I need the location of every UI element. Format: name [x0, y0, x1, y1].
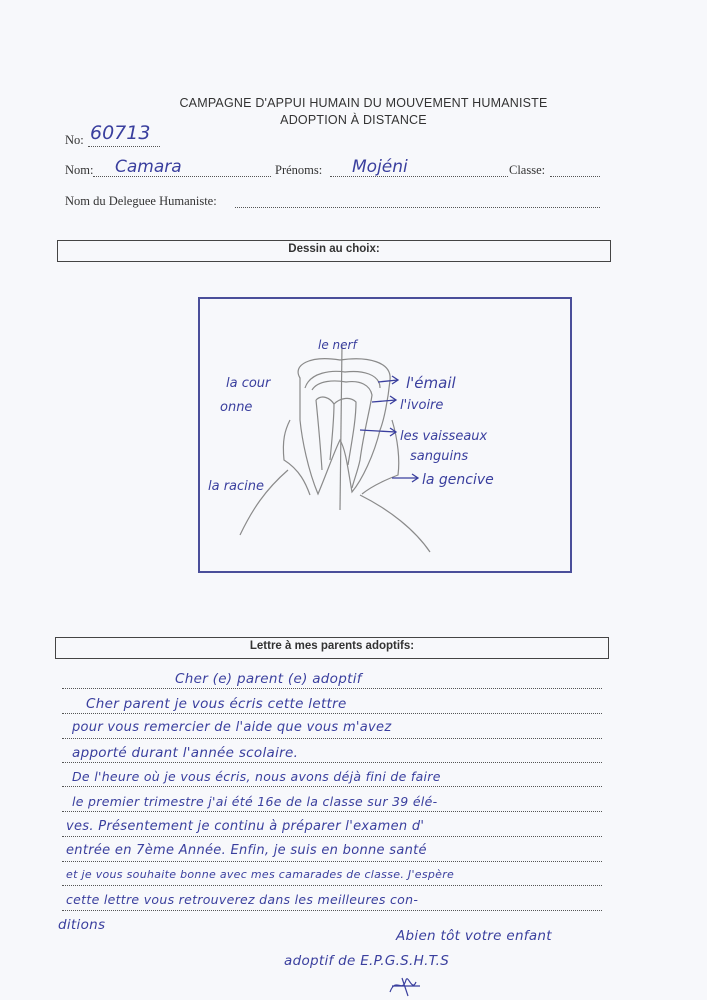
letter-line-4: apporté durant l'année scolaire. [72, 745, 299, 761]
nom-value: Camara [115, 157, 182, 177]
label-ivoire: l'ivoire [400, 398, 444, 413]
signature-mark [386, 972, 426, 998]
campaign-title: CAMPAGNE D'APPUI HUMAIN DU MOUVEMENT HUMANISTE [179, 96, 548, 110]
letter-section-title: Lettre à mes parents adoptifs: [249, 640, 415, 652]
label-nerf: le nerf [318, 338, 357, 352]
adoption-subtitle: ADOPTION À DISTANCE [280, 113, 427, 127]
drawing-section-title: Dessin au choix: [288, 243, 380, 255]
letter-line-8: entrée en 7ème Année. Enfin, je suis en bonne santé [66, 843, 427, 858]
delegue-label: Nom du Deleguee Humaniste: [65, 194, 217, 208]
letter-closing-2: adoptif de E.P.G.S.H.T.S [284, 953, 450, 969]
label-couronne-2: onne [220, 400, 253, 415]
label-vaisseaux-1: les vaisseaux [400, 429, 488, 444]
prenoms-value: Mojéni [352, 157, 408, 177]
label-gencive: la gencive [422, 472, 494, 488]
letter-line-2: Cher parent je vous écris cette lettre [86, 696, 347, 712]
letter-line-6: le premier trimestre j'ai été 16e de la classe sur 39 élé- [72, 794, 438, 809]
letter-closing-1: Abien tôt votre enfant [396, 928, 552, 944]
number-value: 60713 [90, 122, 151, 144]
letter-dotted-line [62, 861, 602, 862]
letter-line-11: ditions [58, 917, 106, 933]
letter-line-7: ves. Présentement je continu à préparer l'examen d' [66, 819, 425, 834]
letter-dotted-line [62, 738, 602, 739]
letter-dotted-line [62, 713, 602, 714]
letter-line-1: Cher (e) parent (e) adoptif [175, 671, 362, 687]
letter-dotted-line [62, 786, 602, 787]
letter-dotted-line [62, 688, 602, 689]
letter-line-10: cette lettre vous retrouverez dans les meilleures con- [66, 892, 419, 907]
letter-dotted-line [62, 762, 602, 763]
letter-dotted-line [62, 910, 602, 911]
letter-dotted-line [62, 836, 602, 837]
prenoms-label: Prénoms: [275, 163, 323, 177]
label-racine: la racine [208, 479, 265, 494]
label-vaisseaux-2: sanguins [410, 449, 469, 464]
classe-label: Classe: [509, 163, 546, 177]
nom-label: Nom: [65, 163, 94, 177]
letter-line-5: De l'heure où je vous écris, nous avons déjà fini de faire [72, 769, 441, 784]
label-email: l'émail [406, 374, 456, 392]
letter-dotted-line [62, 885, 602, 886]
letter-dotted-line [62, 811, 602, 812]
number-label: No: [65, 133, 84, 147]
label-couronne-1: la cour [226, 376, 271, 391]
letter-line-9: et je vous souhaite bonne avec mes camarades de classe. J'espère [66, 868, 455, 881]
letter-section-header [55, 637, 609, 659]
letter-line-3: pour vous remercier de l'aide que vous m'avez [72, 720, 392, 735]
